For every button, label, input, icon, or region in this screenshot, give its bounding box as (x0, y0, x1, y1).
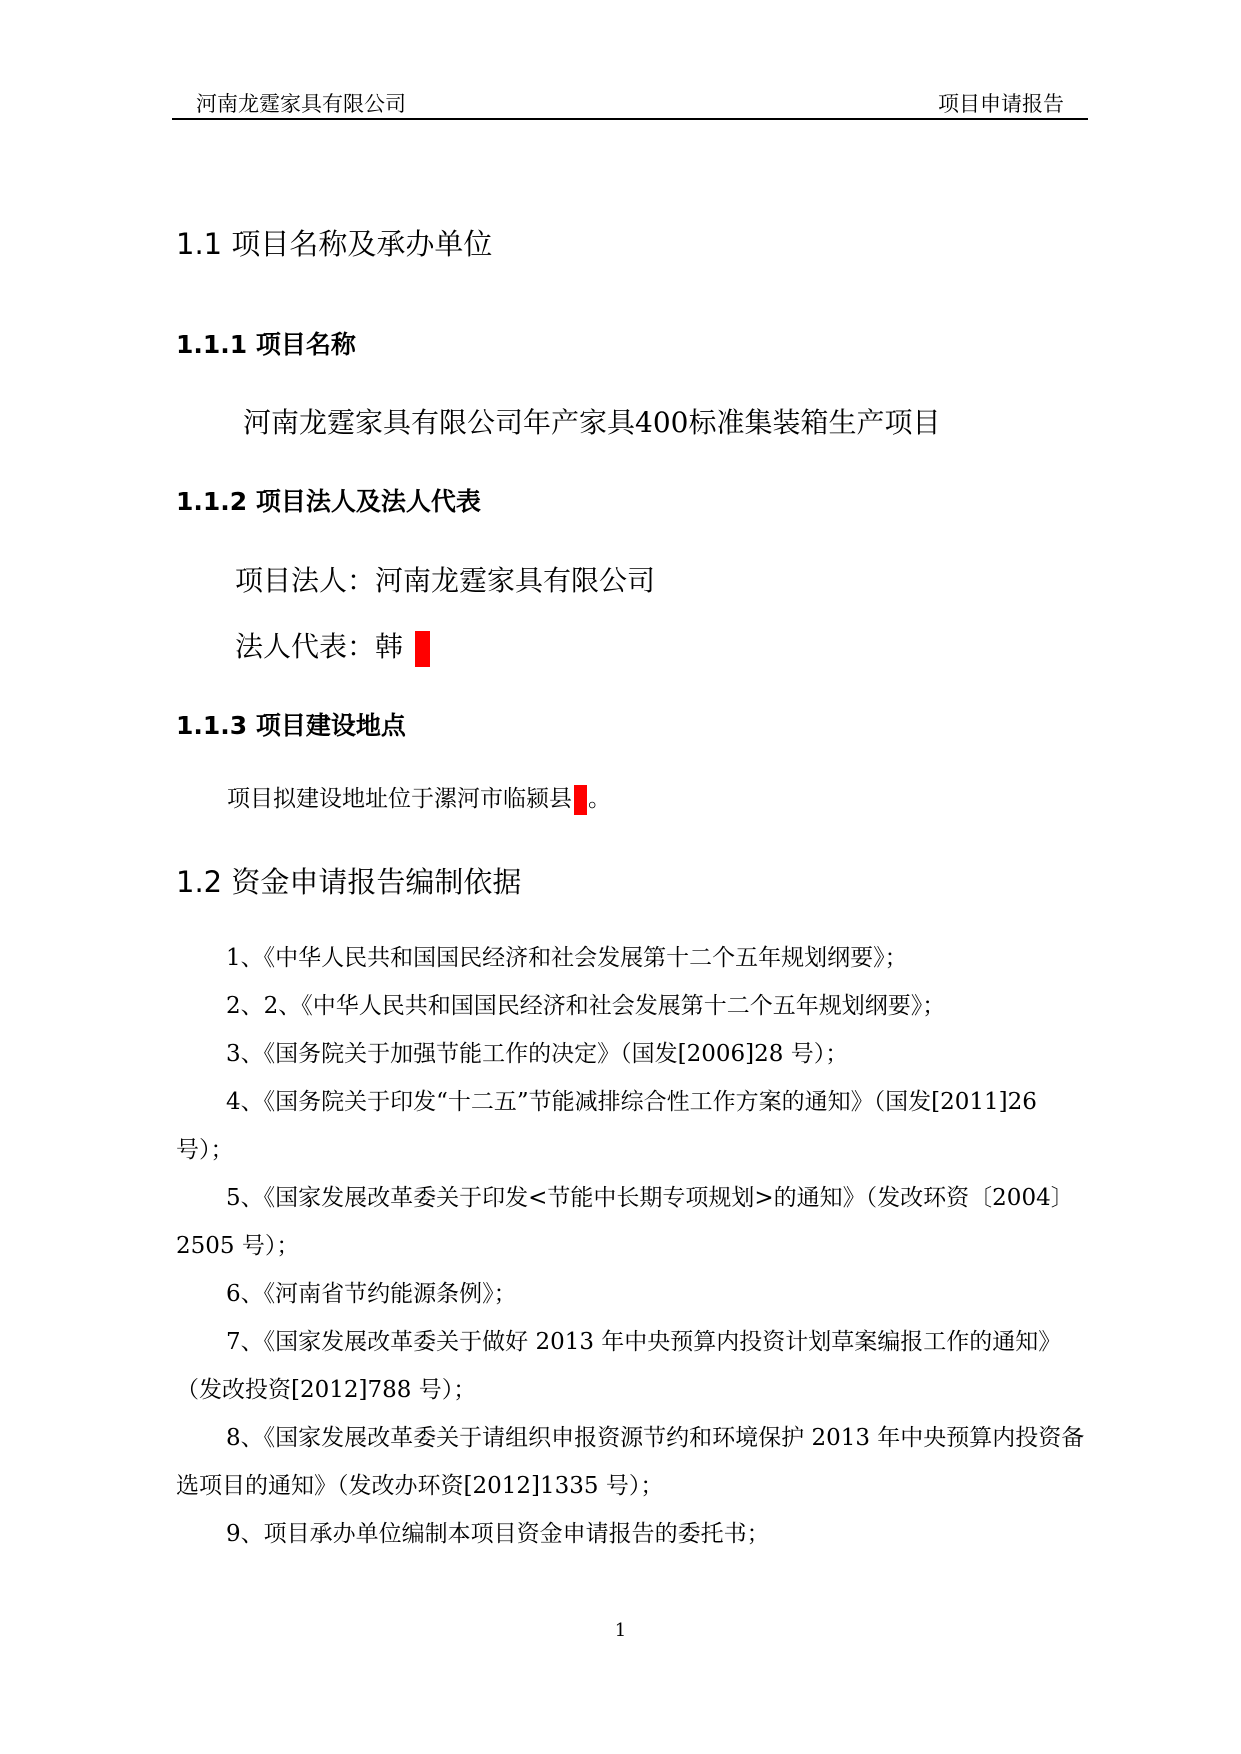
reference-item: 8、《国家发展改革委关于请组织申报资源节约和环境保护 2013 年中央预算内投资备选项目的通知》（发改办环资[2012]1335 号）； (176, 1425, 1085, 1499)
project-location: 项目拟建设地址位于漯河市临颍县 (227, 786, 572, 812)
section-title-1-2: 1.2 资金申请报告编制依据 (176, 865, 522, 899)
reference-item: 3、《国务院关于加强节能工作的决定》（国发[2006]28 号）； (226, 1041, 849, 1067)
reference-item: 2、2、《中华人民共和国国民经济和社会发展第十二个五年规划纲要》； (226, 993, 946, 1019)
reference-item: 9、项目承办单位编制本项目资金申请报告的委托书； (226, 1521, 770, 1547)
legal-entity: 项目法人：河南龙霆家具有限公司 (235, 564, 656, 597)
header-doc-type: 项目申请报告 (938, 92, 1064, 116)
header-company: 河南龙霆家具有限公司 (196, 92, 406, 116)
section-title-1-1: 1.1 项目名称及承办单位 (176, 227, 493, 261)
reference-item: 4、《国务院关于印发“十二五”节能减排综合性工作方案的通知》（国发[2011]26 号）； (176, 1089, 1037, 1163)
project-name: 河南龙霆家具有限公司年产家具400标准集装箱生产项目 (243, 406, 941, 439)
reference-item: 7、《国家发展改革委关于做好 2013 年中央预算内投资计划草案编报工作的通知》（发改投资[2012]788 号）； (176, 1329, 1062, 1403)
redaction-mark (574, 785, 587, 815)
reference-item: 6、《河南省节约能源条例》； (226, 1281, 517, 1307)
section-title-1-1-1: 1.1.1 项目名称 (176, 330, 356, 359)
page-header (172, 86, 1088, 120)
section-title-1-1-3: 1.1.3 项目建设地点 (176, 711, 406, 740)
page-number: 1 (614, 1620, 627, 1641)
project-location-end: 。 (588, 786, 611, 812)
legal-representative-line (235, 625, 430, 667)
redaction-mark (415, 631, 430, 667)
project-location-line (227, 780, 611, 815)
reference-item: 5、《国家发展改革委关于印发<节能中长期专项规划>的通知》（发改环资〔2004〕2505 号）； (176, 1185, 1074, 1259)
reference-item: 1、《中华人民共和国国民经济和社会发展第十二个五年规划纲要》； (226, 945, 908, 971)
section-title-1-1-2: 1.1.2 项目法人及法人代表 (176, 487, 481, 516)
legal-representative: 法人代表：韩 (235, 630, 404, 663)
